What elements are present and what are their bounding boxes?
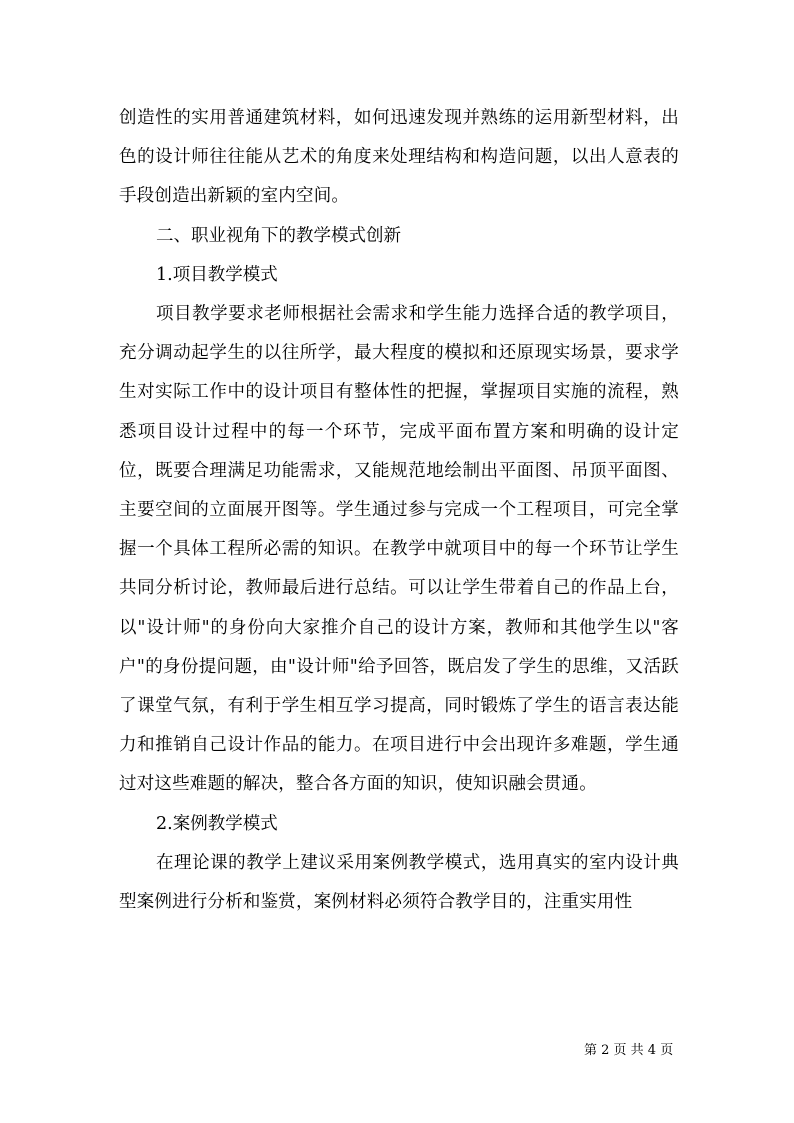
paragraph-project-teaching: 项目教学要求老师根据社会需求和学生能力选择合适的教学项目，充分调动起学生的以往所学，最大程度的模拟和还原现实场景，要求学生对实际工作中的设计项目有整体性的把握，掌握项目实施的流程，熟悉项目设计过程中的每一个环节，完成平面布置方案和明确的设计定位，既要合理满足功能需求，又能规范地绘制出平面图、吊顶平面图、主要空间的立面展开图等。学生通过参与完成一个工程项目，可完全掌握一个具体工程所必需的知识。在教学中就项目中的每一个环节让学生共同分析讨论，教师最后进行总结。可以让学生带着自己的作品上台，以"设计师"的身份向大家推介自己的设计方案，教师和其他学生以"客户"的身份提问题，由"设计师"给予回答，既启发了学生的思维，又活跃了课堂气氛，有利于学生相互学习提高，同时锻炼了学生的语言表达能力和推销自己设计作品的能力。在项目进行中会出现许多难题，学生通过对这些难题的解决，整合各方面的知识，使知识融会贯通。	[119, 304, 679, 795]
subheading-project-teaching-model: 1.项目教学模式	[156, 264, 278, 285]
paragraph-case-teaching: 在理论课的教学上建议采用案例教学模式，选用真实的室内设计典型案例进行分析和鉴赏，案例材料必须符合教学目的，注重实用性	[119, 852, 679, 913]
page-number-footer: 第 2 页 共 4 页	[584, 1043, 674, 1058]
subheading-case-teaching-model: 2.案例教学模式	[156, 813, 278, 834]
paragraph-materials-continued: 创造性的实用普通建筑材料，如何迅速发现并熟练的运用新型材料，出色的设计师往往能从艺术的角度来处理结构和构造问题，以出人意表的手段创造出新颖的室内空间。	[119, 108, 679, 207]
document-body	[119, 99, 679, 922]
section-heading-teaching-model-innovation: 二、职业视角下的教学模式创新	[156, 225, 401, 246]
